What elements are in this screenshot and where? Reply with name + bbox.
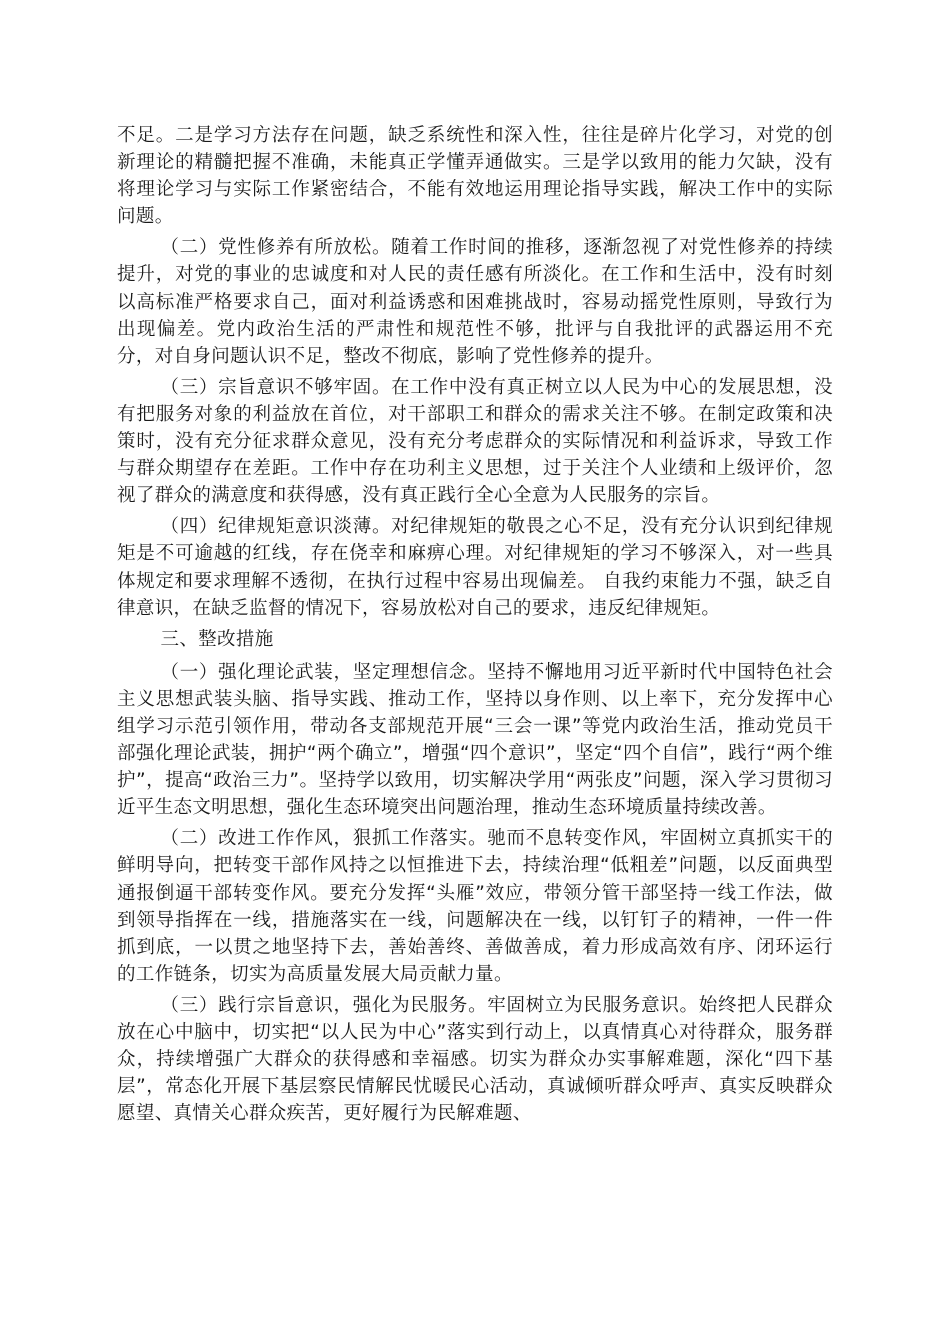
document-page — [117, 122, 833, 1131]
paragraph-party-spirit: （二）党性修养有所放松。随着工作时间的推移，逐渐忽视了对党性修养的持续提升，对党的事业的忠诚度和对人民的责任感有所淡化。在工作和生活中，没有时刻以高标准严格要求自己，面对利益诱惑和困难挑战时，容易动摇党性原则，导致行为出现偏差。党内政治生活的严肃性和规范性不够，批评与自我批评的武器运用不充分，对自身问题认识不足，整改不彻底，影响了党性修养的提升。 — [117, 237, 833, 367]
section-heading-rectification: 三、整改措施 — [160, 628, 274, 650]
paragraph-continuation: 不足。二是学习方法存在问题，缺乏系统性和深入性，往往是碎片化学习，对党的创新理论的精髓把握不准确，未能真正学懂弄通做实。三是学以致用的能力欠缺，没有将理论学习与实际工作紧密结合，不能有效地运用理论指导实践，解决工作中的实际问题。 — [117, 125, 833, 228]
paragraph-theory-arming: （一）强化理论武装，坚定理想信念。坚持不懈地用习近平新时代中国特色社会主义思想武装头脑、指导实践、推动工作，坚持以身作则、以上率下，充分发挥中心组学习示范引领作用，带动各支部规范开展“三会一课”等党内政治生活，推动党员干部强化理论武装，拥护“两个确立”，增强“四个意识”，坚定“四个自信”，践行“两个维护”，提高“政治三力”。坚持学以致用，切实解决学用“两张皮”问题，深入学习贯彻习近平生态文明思想，强化生态环境突出问题治理，推动生态环境质量持续改善。 — [117, 661, 833, 819]
paragraph-discipline: （四）纪律规矩意识淡薄。对纪律规矩的敬畏之心不足，没有充分认识到纪律规矩是不可逾越的红线，存在侥幸和麻痹心理。对纪律规矩的学习不够深入，对一些具体规定和要求理解不透彻，在执行过程中容易出现偏差。 自我约束能力不强，缺乏自律意识，在缺乏监督的情况下，容易放松对自己的要求，违反纪律规矩。 — [117, 516, 833, 619]
paragraph-serve-people: （三）践行宗旨意识，强化为民服务。牢固树立为民服务意识。始终把人民群众放在心中脑中，切实把“以人民为中心”落实到行动上，以真情真心对待群众，服务群众，持续增强广大群众的获得感和幸福感。切实为群众办实事解难题，深化“四下基层”，常态化开展下基层察民情解民忧暖民心活动，真诚倾听群众呼声、真实反映群众愿望、真情关心群众疾苦，更好履行为民解难题、 — [117, 994, 833, 1125]
paragraph-purpose-awareness: （三）宗旨意识不够牢固。在工作中没有真正树立以人民为中心的发展思想，没有把服务对象的利益放在首位，对干部职工和群众的需求关注不够。在制定政策和决策时，没有充分征求群众意见，没有充分考虑群众的实际情况和利益诉求，导致工作与群众期望存在差距。工作中存在功利主义思想，过于关注个人业绩和上级评价，忽视了群众的满意度和获得感，没有真正践行全心全意为人民服务的宗旨。 — [117, 376, 833, 507]
paragraph-work-style: （二）改进工作作风，狠抓工作落实。驰而不息转变作风，牢固树立真抓实干的鲜明导向，把转变干部作风持之以恒推进下去，持续治理“低粗差”问题，以反面典型通报倒逼干部转变作风。要充分发挥“头雁”效应，带领分管干部坚持一线工作法，做到领导指挥在一线，措施落实在一线，问题解决在一线，以钉钉子的精神，一件一件抓到底，一以贯之地坚持下去，善始善终、善做善成，着力形成高效有序、闭环运行的工作链条，切实为高质量发展大局贡献力量。 — [117, 828, 833, 985]
